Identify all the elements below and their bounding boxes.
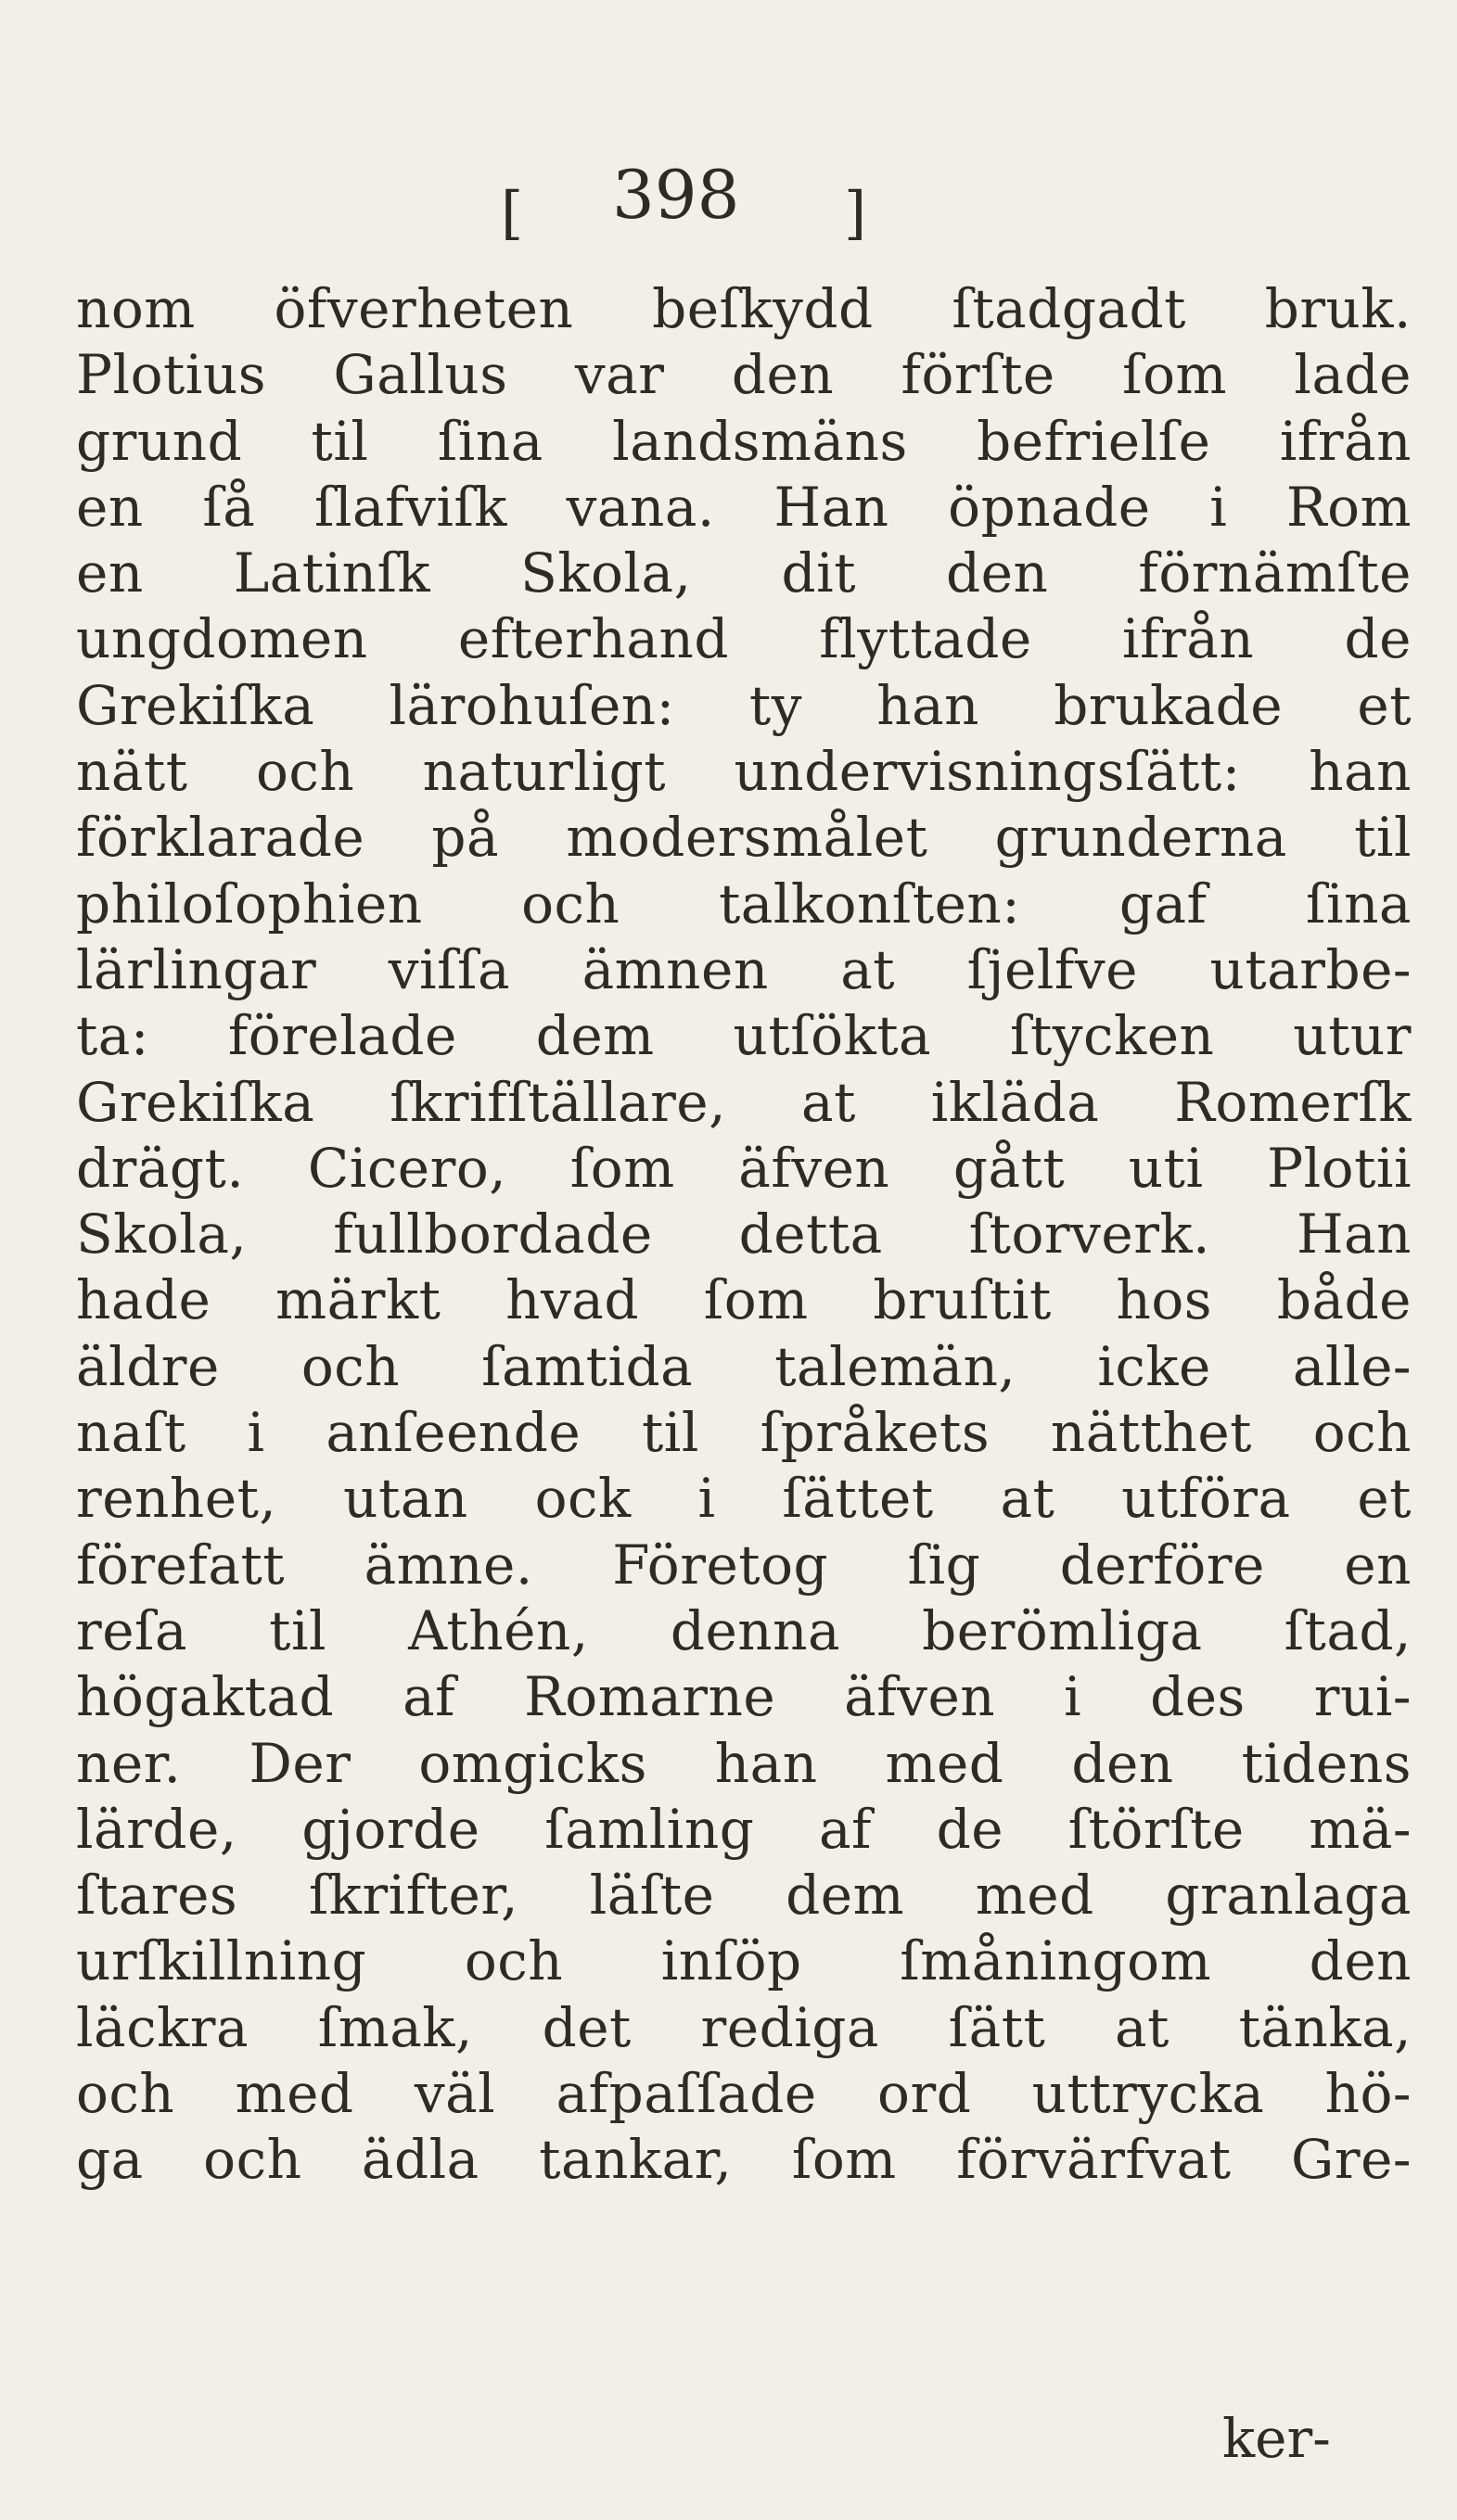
text-line: nom öfverheten beſkydd ſtadgadt bruk.	[76, 277, 1412, 340]
page-number: 398	[612, 156, 740, 234]
text-line: philoſophien och talkonſten: gaf ſina	[76, 872, 1412, 935]
text-line: renhet, utan ock i ſättet at utföra et	[76, 1467, 1412, 1531]
text-line: högaktad af Romarne äfven i des rui-	[76, 1665, 1412, 1729]
text-line: Grekiſka ſkrifſtällare, at ikläda Romerſk	[76, 1070, 1412, 1134]
catchword: ker-	[1222, 2407, 1331, 2470]
text-line: grund til ſina landsmäns befrielſe ifrån	[76, 409, 1412, 473]
text-line: drägt. Cicero, ſom äfven gått uti Plotii	[76, 1136, 1412, 1200]
text-line: ſtares ſkrifter, läſte dem med granlaga	[76, 1864, 1412, 1928]
text-line: Skola, fullbordade detta ſtorverk. Han	[76, 1203, 1412, 1266]
text-line: hade märkt hvad ſom bruſtit hos både	[76, 1268, 1412, 1332]
text-line: ga och ädla tankar, ſom förvärfvat Gre-	[76, 2128, 1412, 2192]
text-line: reſa til Athén, denna berömliga ſtad,	[76, 1598, 1412, 1662]
text-line: förklarade på modersmålet grunderna til	[76, 806, 1412, 870]
header-bracket-right: ]	[844, 179, 867, 247]
text-line: äldre och ſamtida talemän, icke alle-	[76, 1334, 1412, 1398]
text-line: naſt i anſeende til ſpråkets nätthet och	[76, 1401, 1412, 1465]
page-header	[0, 139, 1457, 260]
text-line: Plotius Gallus var den förſte ſom lade	[76, 343, 1412, 407]
text-line: nätt och naturligt undervisningsſätt: han	[76, 740, 1412, 804]
text-line: ungdomen efterhand flyttade ifrån de	[76, 607, 1412, 671]
text-line: lärlingar viſſa ämnen at ſjelfve utarbe-	[76, 937, 1412, 1001]
text-line: ta: förelade dem utſökta ſtycken utur	[76, 1004, 1412, 1068]
text-line: Grekiſka lärohuſen: ty han brukade et	[76, 673, 1412, 737]
header-bracket-left: [	[501, 179, 524, 247]
text-line: lärde, gjorde ſamling af de ſtörſte mä-	[76, 1797, 1412, 1861]
text-line: och med väl afpaſſade ord uttrycka hö-	[76, 2062, 1412, 2126]
text-line: urſkillning och inſöp ſmåningom den	[76, 1929, 1412, 1993]
body-text	[76, 276, 1412, 2194]
text-line: läckra ſmak, det rediga ſätt at tänka,	[76, 1995, 1412, 2059]
text-line: ner. Der omgicks han med den tidens	[76, 1731, 1412, 1795]
text-line: förefatt ämne. Företog ſig derföre en	[76, 1533, 1412, 1597]
text-line: en ſå ſlafviſk vana. Han öpnade i Rom	[76, 475, 1412, 539]
text-line: en Latinſk Skola, dit den förnämſte	[76, 541, 1412, 605]
